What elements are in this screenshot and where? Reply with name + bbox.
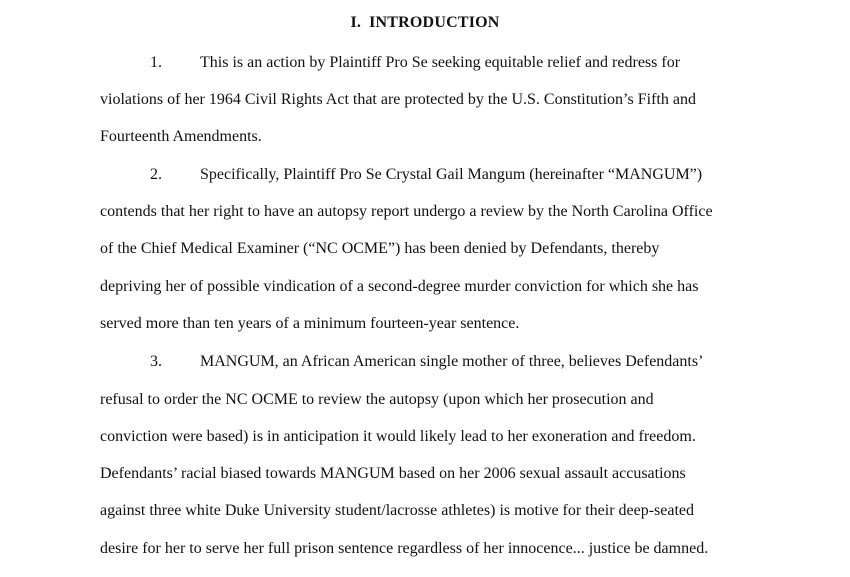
section-number: I. [350,14,362,31]
paragraph-text: This is an action by Plaintiff Pro Se seeking equitable relief and redress for [200,54,681,71]
paragraph-1-line-1 [150,52,680,74]
paragraph-2-line-3: of the Chief Medical Examiner (“NC OCME”) has been denied by Defendants, thereby [100,240,660,257]
paragraph-number: 3. [150,353,162,370]
section-heading [0,12,850,34]
paragraph-number: 1. [150,54,162,71]
paragraph-2-line-5: served more than ten years of a minimum fourteen-year sentence. [100,315,520,332]
paragraph-text: MANGUM, an African American single mother of three, believes Defendants’ [200,353,704,370]
paragraph-2-line-4: depriving her of possible vindication of a second-degree murder conviction for which she has [100,278,699,295]
paragraph-1-line-2: violations of her 1964 Civil Rights Act that are protected by the U.S. Constitution’s Fifth and [100,91,696,108]
section-title: INTRODUCTION [369,14,500,31]
paragraph-text: Specifically, Plaintiff Pro Se Crystal Gail Mangum (hereinafter “MANGUM”) [200,166,703,183]
paragraph-3-line-6: desire for her to serve her full prison sentence regardless of her innocence... justice be damned. [100,540,709,557]
paragraph-3-line-1 [150,351,703,373]
paragraph-3-line-5: against three white Duke University student/lacrosse athletes) is motive for their deep-seated [100,502,695,519]
paragraph-1-line-3: Fourteenth Amendments. [100,128,262,145]
paragraph-3-line-4: Defendants’ racial biased towards MANGUM based on her 2006 sexual assault accusations [100,465,686,482]
paragraph-number: 2. [150,166,162,183]
paragraph-2-line-1 [150,164,702,186]
paragraph-3-line-3: conviction were based) is in anticipation it would likely lead to her exoneration and freedom. [100,428,696,445]
paragraph-3-line-2: refusal to order the NC OCME to review the autopsy (upon which her prosecution and [100,391,654,408]
paragraph-2-line-2: contends that her right to have an autopsy report undergo a review by the North Carolina Office [100,203,713,220]
